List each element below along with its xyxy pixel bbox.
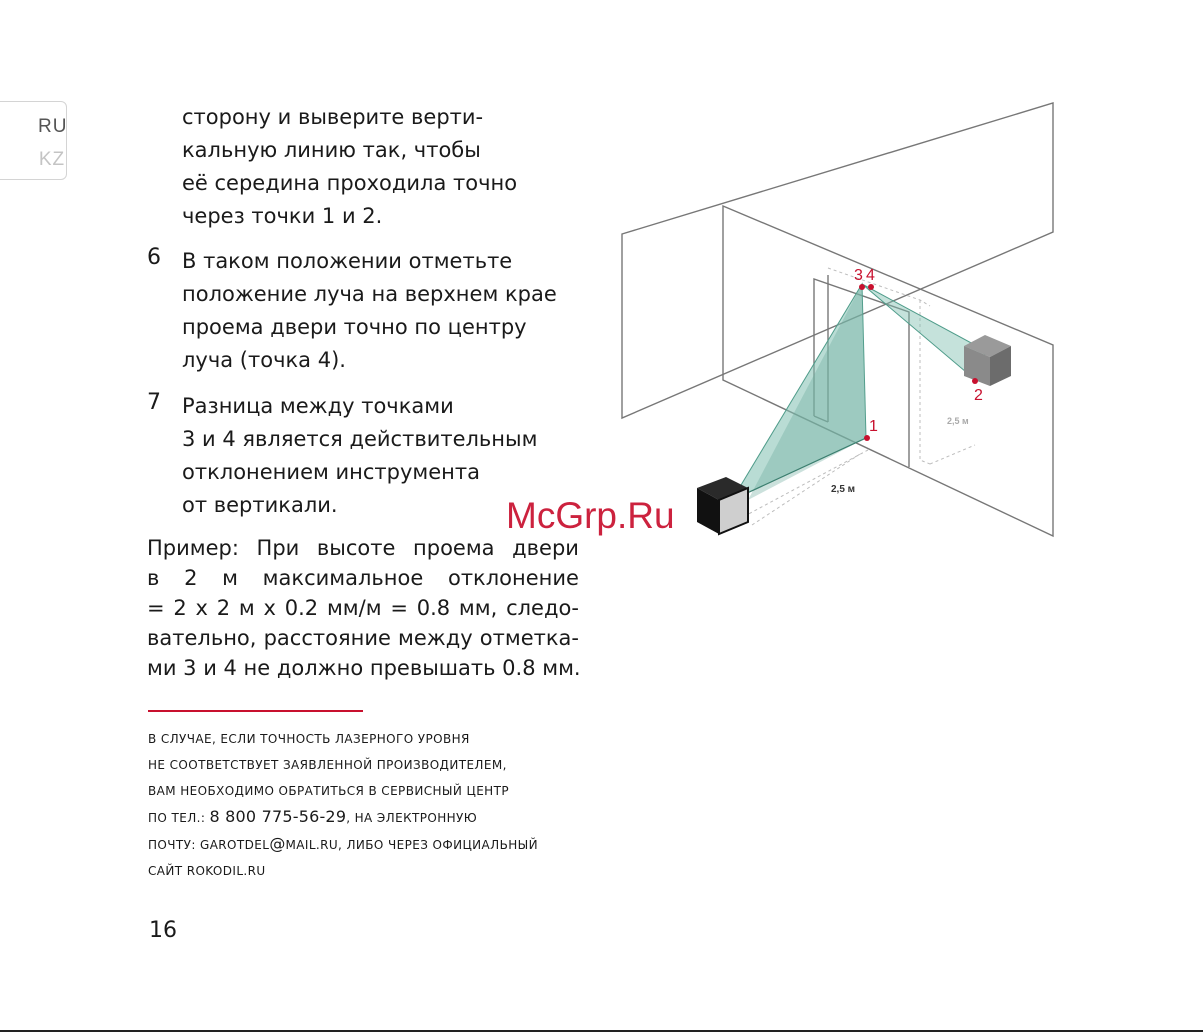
laser-beam-shade xyxy=(748,284,866,500)
example-line xyxy=(147,623,579,653)
website-link[interactable]: САЙТ ROKODIL.RU xyxy=(148,864,266,878)
example-word: расстояние xyxy=(263,626,391,650)
phone-suffix: , НА ЭЛЕКТРОННУЮ xyxy=(346,811,478,825)
text-line: её середина проходила точно xyxy=(182,171,518,195)
text-line: Разница между точками xyxy=(182,394,454,418)
text-line: через точки 1 и 2. xyxy=(182,204,383,228)
example-word: Пример: xyxy=(147,536,239,560)
example-paragraph xyxy=(147,533,579,683)
example-word: высоте xyxy=(316,536,396,560)
text-line: 3 и 4 является действительным xyxy=(182,427,538,451)
example-line xyxy=(147,593,579,623)
text-line: кальную линию так, чтобы xyxy=(182,138,481,162)
example-word: в xyxy=(147,566,160,590)
point-label: 3 xyxy=(854,267,863,284)
continuation-paragraph xyxy=(182,101,517,233)
example-word: проема xyxy=(413,536,495,560)
step-number: 7 xyxy=(147,390,161,415)
example-word: 0.2 xyxy=(284,596,319,620)
email-prefix[interactable]: ПОЧТУ: GAROTDEL xyxy=(148,838,270,852)
point-4-marker xyxy=(868,284,874,290)
dashed-guide xyxy=(930,445,975,464)
example-word: двери xyxy=(512,536,579,560)
laser-level-diagram xyxy=(600,95,1070,545)
example-word: вательно, xyxy=(147,626,257,650)
point-label: 2 xyxy=(974,387,983,404)
example-word: 2 xyxy=(173,596,187,620)
step-text xyxy=(182,390,537,522)
note-email-line xyxy=(148,831,588,858)
example-line xyxy=(147,533,579,563)
example-word: При xyxy=(256,536,300,560)
example-word: отметка- xyxy=(479,626,579,650)
text-line: сторону и выверите верти- xyxy=(182,105,484,129)
example-line xyxy=(147,563,579,593)
text-line: проема двери точно по центру xyxy=(182,315,527,339)
note-phone-line xyxy=(148,804,588,831)
laser-device-near xyxy=(697,477,748,534)
example-word: 0.8 xyxy=(416,596,451,620)
step-text xyxy=(182,245,557,377)
example-word: x xyxy=(195,596,208,620)
point-3-marker xyxy=(859,284,865,290)
text-line: положение луча на верхнем крае xyxy=(182,282,557,306)
example-word: 2 xyxy=(184,566,198,590)
point-1-marker xyxy=(864,435,870,441)
distance-label-side: 2,5 м xyxy=(947,416,969,426)
example-word: = xyxy=(390,596,408,620)
distance-label-front: 2,5 м xyxy=(831,484,856,495)
example-word: следо- xyxy=(506,596,579,620)
point-2-marker xyxy=(972,378,978,384)
example-line: ми 3 и 4 не должно превышать 0.8 мм. xyxy=(147,656,581,680)
phone-number[interactable]: 8 800 775-56-29 xyxy=(209,807,347,826)
bottom-rule xyxy=(0,1030,1203,1032)
note-divider xyxy=(148,710,363,712)
page-number: 16 xyxy=(149,918,177,943)
email-suffix[interactable]: MAIL.RU, ЛИБО ЧЕРЕЗ ОФИЦИАЛЬНЫЙ xyxy=(285,838,539,852)
example-word: между xyxy=(398,626,473,650)
note-line: НЕ СООТВЕТСТВУЕТ ЗАЯВЛЕННОЙ ПРОИЗВОДИТЕЛЕМ, xyxy=(148,758,507,772)
example-word: = xyxy=(147,596,165,620)
point-label: 1 xyxy=(869,418,878,435)
language-kz[interactable]: KZ xyxy=(38,149,66,170)
language-ru[interactable]: RU xyxy=(38,116,68,137)
example-word: x xyxy=(263,596,276,620)
example-word: м xyxy=(238,596,255,620)
service-note xyxy=(148,726,588,884)
note-line: ВАМ НЕОБХОДИМО ОБРАТИТЬСЯ В СЕРВИСНЫЙ ЦЕНТР xyxy=(148,784,509,798)
example-word: м xyxy=(222,566,238,590)
watermark: McGrp.Ru xyxy=(506,495,675,536)
example-word: мм, xyxy=(458,596,498,620)
note-line: В СЛУЧАЕ, ЕСЛИ ТОЧНОСТЬ ЛАЗЕРНОГО УРОВНЯ xyxy=(148,732,470,746)
example-word: максимальное xyxy=(262,566,424,590)
email-at[interactable]: @ xyxy=(269,834,286,853)
text-line: отклонением инструмента xyxy=(182,460,481,484)
laser-device-far xyxy=(964,335,1011,386)
step-number: 6 xyxy=(147,245,161,270)
example-word: мм/м xyxy=(326,596,382,620)
example-word: отклонение xyxy=(447,566,579,590)
text-line: от вертикали. xyxy=(182,493,338,517)
example-word: 2 xyxy=(216,596,231,620)
text-line: луча (точка 4). xyxy=(182,348,346,372)
phone-prefix: ПО ТЕЛ.: xyxy=(148,811,210,825)
point-label: 4 xyxy=(866,267,875,284)
text-line: В таком положении отметьте xyxy=(182,249,513,273)
